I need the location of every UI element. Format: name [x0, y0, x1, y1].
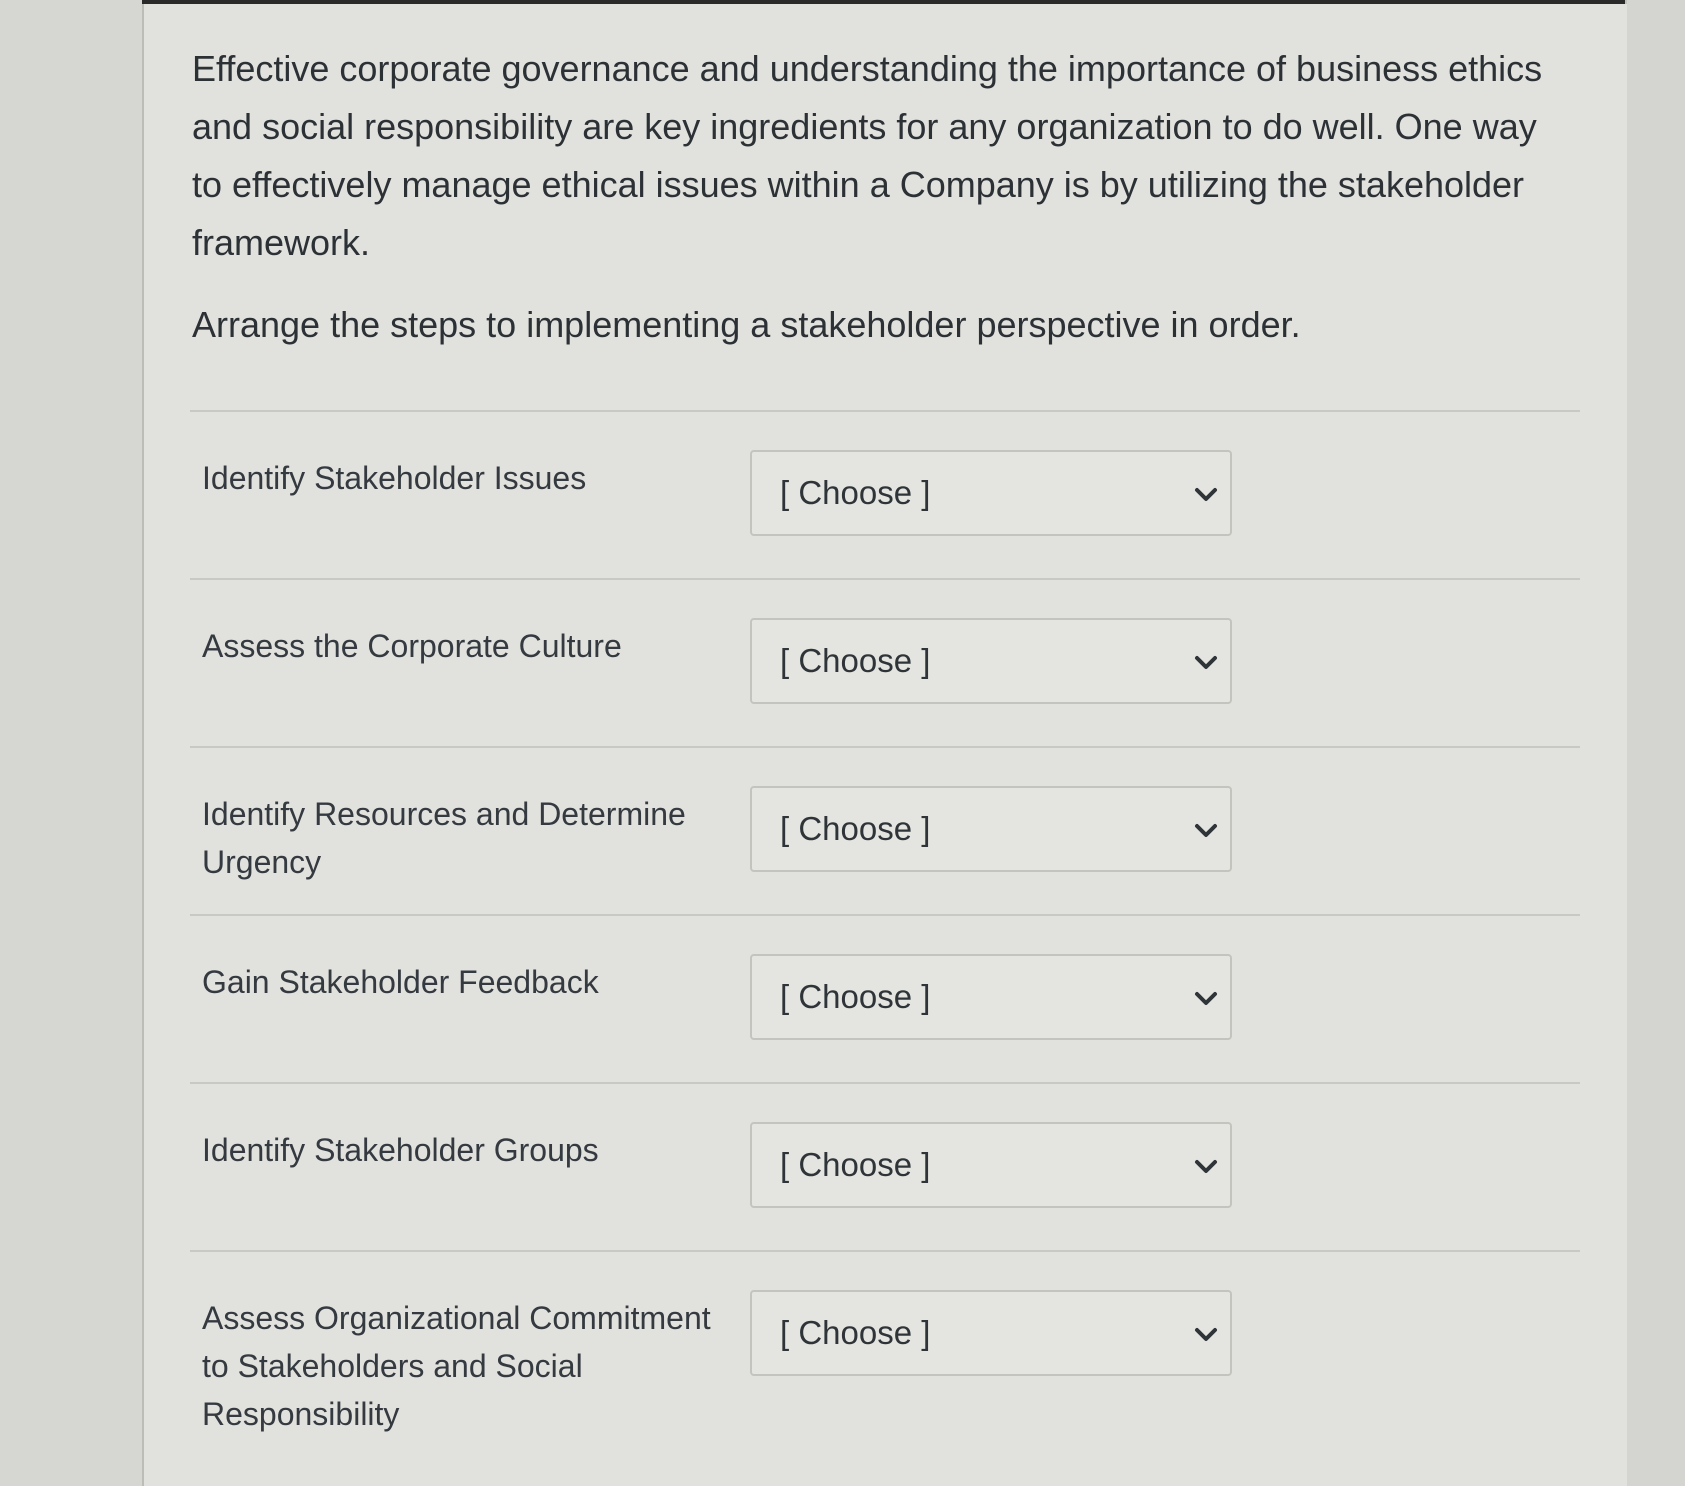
- dropdown-value: [ Choose ]: [780, 642, 931, 679]
- dropdown-value: [ Choose ]: [780, 1314, 931, 1351]
- choose-dropdown[interactable]: [750, 954, 1232, 1040]
- match-row: [190, 746, 1580, 914]
- choose-dropdown[interactable]: [750, 1122, 1232, 1208]
- match-row: [190, 410, 1580, 578]
- match-label: Gain Stakeholder Feedback: [202, 964, 599, 1000]
- match-row: [190, 914, 1580, 1082]
- screen-right-margin: [1625, 0, 1685, 1486]
- dropdown-value: [ Choose ]: [780, 1146, 931, 1183]
- screen-left-margin: [0, 0, 144, 1486]
- match-row: [190, 578, 1580, 746]
- dropdown-value: [ Choose ]: [780, 474, 931, 511]
- chevron-down-icon: [1192, 1154, 1220, 1178]
- matching-list: [190, 410, 1580, 1442]
- chevron-down-icon: [1192, 482, 1220, 506]
- chevron-down-icon: [1192, 1322, 1220, 1346]
- choose-dropdown[interactable]: [750, 618, 1232, 704]
- match-label: Identify Stakeholder Groups: [202, 1132, 599, 1168]
- choose-dropdown[interactable]: [750, 1290, 1232, 1376]
- choose-dropdown[interactable]: [750, 450, 1232, 536]
- dropdown-value: [ Choose ]: [780, 978, 931, 1015]
- match-label: Assess Organizational Commitment to Stakeholders and Social Responsibility: [202, 1300, 711, 1432]
- match-label: Identify Resources and Determine Urgency: [202, 796, 686, 880]
- chevron-down-icon: [1192, 818, 1220, 842]
- chevron-down-icon: [1192, 650, 1220, 674]
- chevron-down-icon: [1192, 986, 1220, 1010]
- question-intro: Effective corporate governance and understanding the importance of business ethics and social responsibility are key ingredients for any organization to do well. One way to effectively manage ethical issues within a Company is by utilizing the stakeholder framework.: [192, 48, 1543, 263]
- question-instruction: Arrange the steps to implementing a stakeholder perspective in order.: [192, 304, 1301, 345]
- question-panel: [144, 4, 1627, 1486]
- dropdown-value: [ Choose ]: [780, 810, 931, 847]
- match-row: [190, 1082, 1580, 1250]
- match-label: Identify Stakeholder Issues: [202, 460, 587, 496]
- match-row: [190, 1250, 1580, 1442]
- choose-dropdown[interactable]: [750, 786, 1232, 872]
- match-label: Assess the Corporate Culture: [202, 628, 622, 664]
